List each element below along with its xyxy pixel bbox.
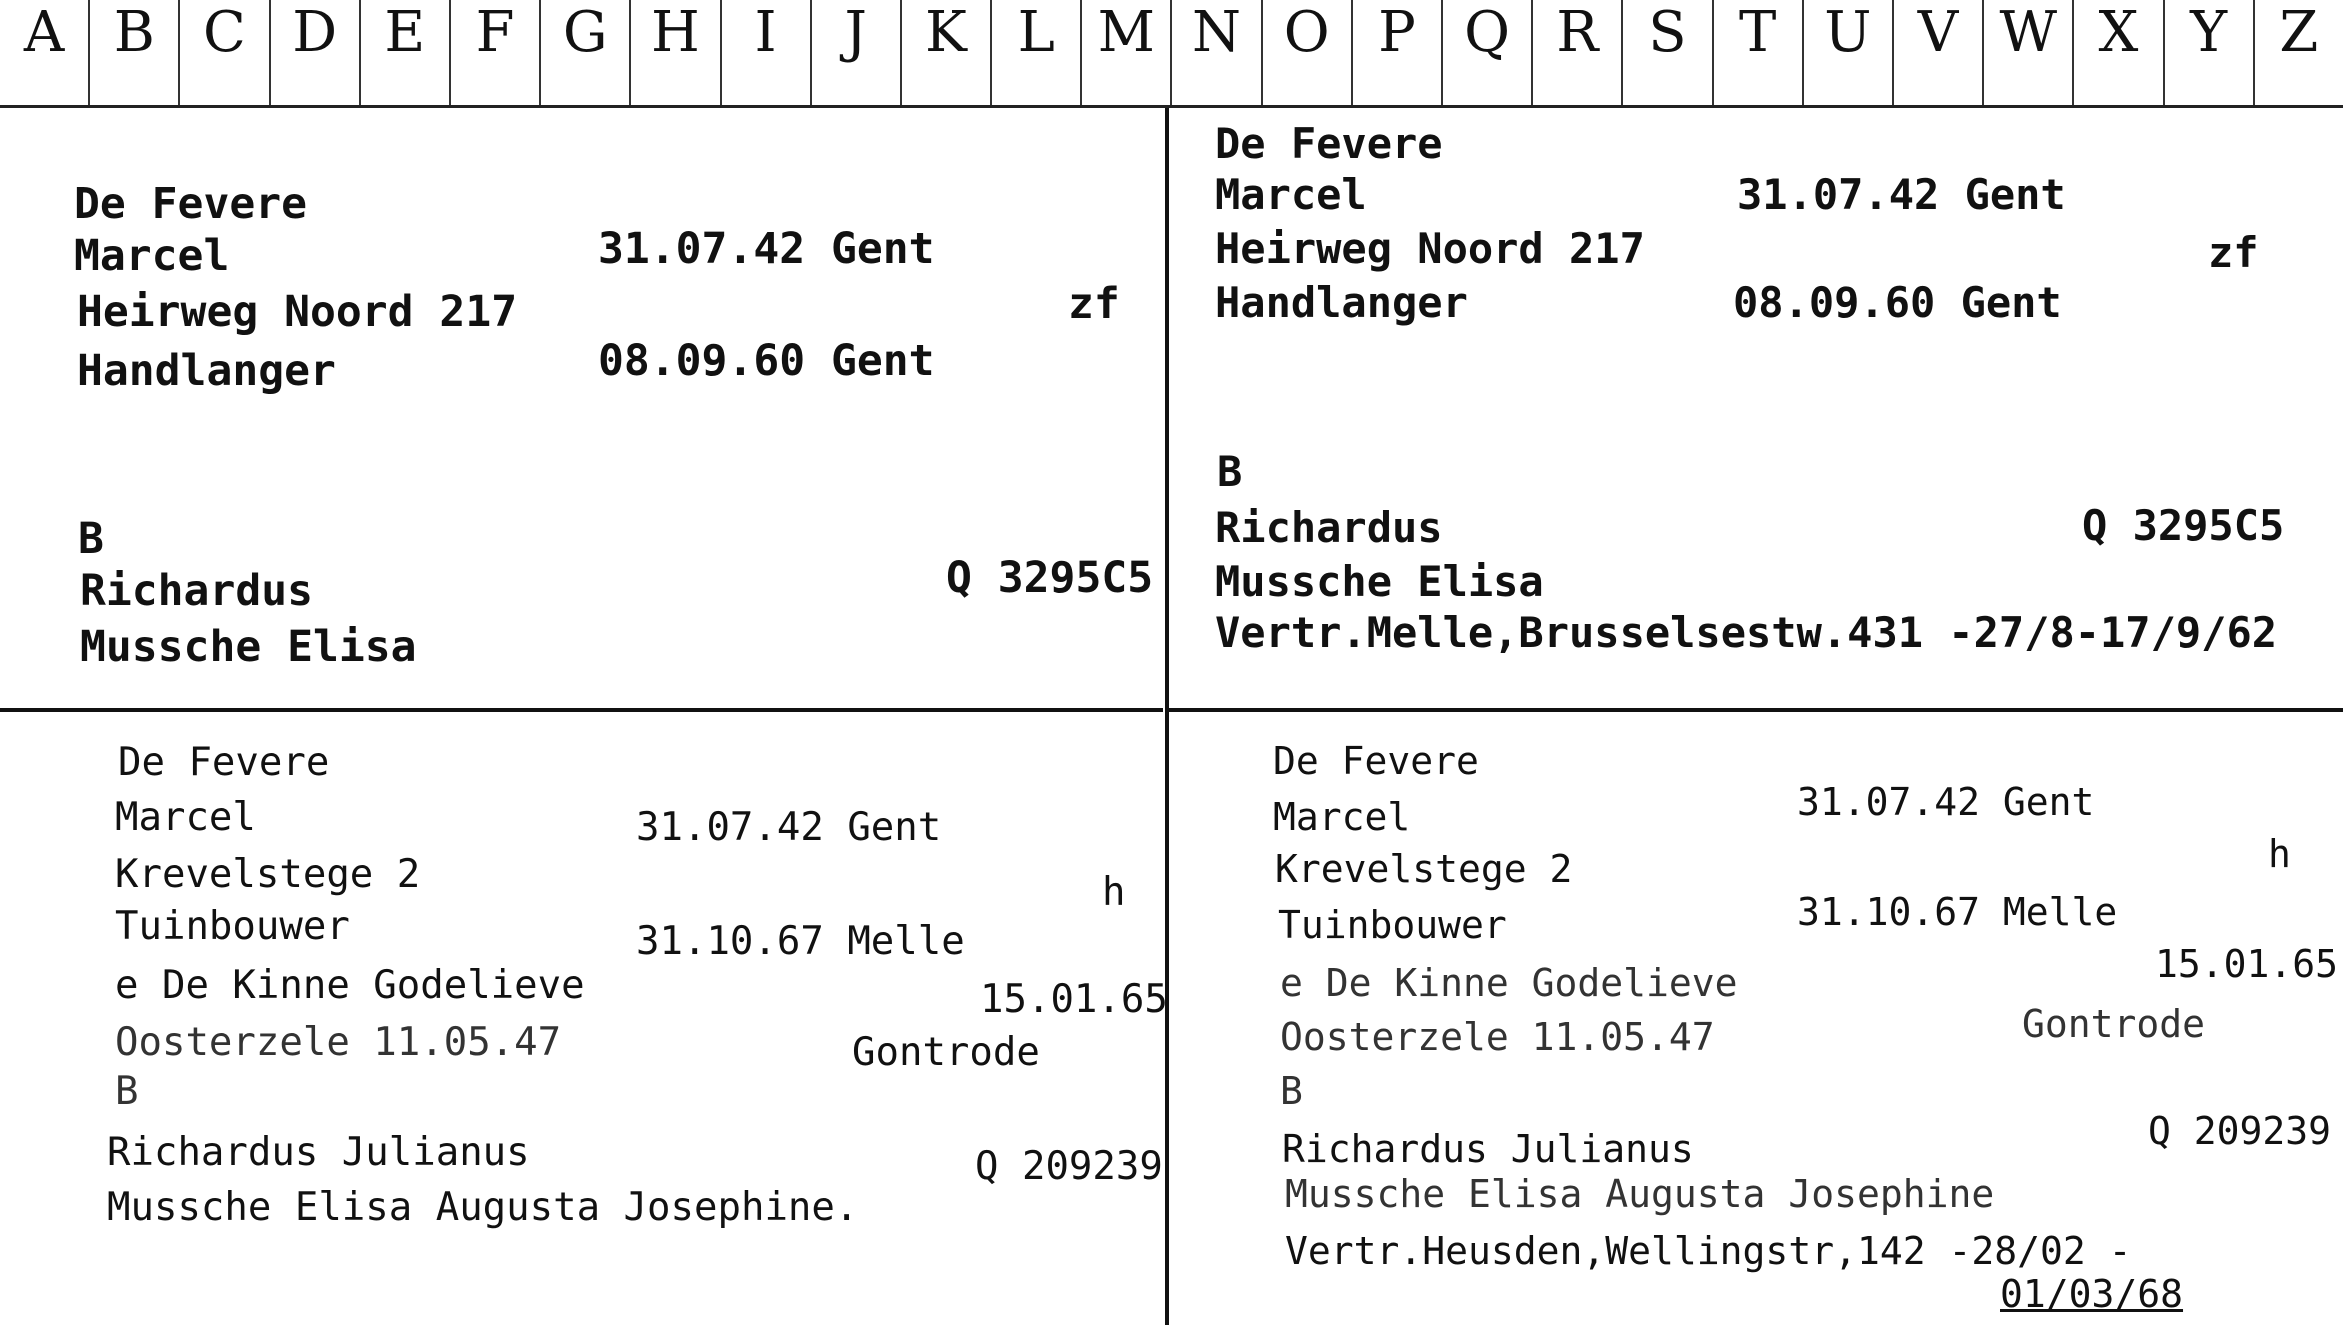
card-code: zf	[1068, 279, 1120, 329]
card-birth: 31.07.42 Gent	[598, 224, 935, 274]
index-letter-e: E	[361, 0, 451, 105]
card-occupation: Tuinbouwer	[1278, 903, 1507, 947]
index-letter-k: K	[902, 0, 992, 105]
horizontal-divider-right	[1169, 708, 2343, 712]
card-surname: De Fevere	[1215, 119, 1443, 168]
index-letter-x: X	[2074, 0, 2164, 105]
card-address: Heirweg Noord 217	[77, 287, 518, 337]
index-letter-a: A	[0, 0, 90, 105]
card-note: Vertr.Heusden,Wellingstr,142 -28/02 -	[1285, 1229, 2132, 1273]
index-letter-f: F	[451, 0, 541, 105]
index-letter-s: S	[1623, 0, 1713, 105]
card-note: Vertr.Melle,Brusselsestw.431 -27/8-17/9/62	[1215, 608, 2278, 657]
index-letter-h: H	[631, 0, 721, 105]
card-reference: Q 3295C5	[946, 553, 1154, 603]
card-date2: 08.09.60 Gent	[1733, 278, 2062, 327]
card-occupation: Handlanger	[77, 346, 336, 396]
index-letter-o: O	[1263, 0, 1353, 105]
vertical-divider	[1165, 108, 1169, 1325]
card-reference: Q 209239	[2148, 1109, 2332, 1153]
index-letter-m: M	[1082, 0, 1172, 105]
card-date2: 08.09.60 Gent	[598, 336, 935, 386]
card-address: Krevelstege 2	[1275, 847, 1573, 891]
card-note-continued: 01/03/68	[2000, 1272, 2184, 1316]
card-father: Richardus Julianus	[1282, 1127, 1694, 1171]
card-surname: De Fevere	[118, 740, 330, 785]
index-letter-z: Z	[2279, 0, 2319, 65]
card-letter: B	[115, 1069, 139, 1114]
index-letter-u: U	[1804, 0, 1894, 105]
index-letter-i: I	[722, 0, 812, 105]
index-letter-c: C	[180, 0, 270, 105]
card-occupation: Handlanger	[1215, 278, 1468, 327]
card-reference: Q 209239	[975, 1144, 1163, 1189]
index-letter-n: N	[1172, 0, 1262, 105]
card-date3: 15.01.65	[2155, 942, 2339, 986]
index-letter-d: D	[271, 0, 361, 105]
card-father: Richardus	[80, 566, 313, 616]
card-date3: 15.01.65	[980, 977, 1168, 1022]
card-birth: 31.07.42 Gent	[1797, 780, 2095, 824]
card-occupation: Tuinbouwer	[115, 904, 350, 949]
card-code: h	[1102, 870, 1126, 915]
index-letter-g: G	[541, 0, 631, 105]
index-letter-q: Q	[1443, 0, 1533, 105]
card-given-name: Marcel	[1273, 795, 1411, 839]
card-given-name: Marcel	[1215, 170, 1367, 219]
index-letter-r: R	[1533, 0, 1623, 105]
index-letter-p: P	[1353, 0, 1443, 105]
card-mother: Mussche Elisa	[80, 622, 417, 672]
card-place: Gontrode	[852, 1030, 1040, 1075]
card-letter: B	[1280, 1069, 1303, 1113]
index-letter-t: T	[1714, 0, 1804, 105]
card-date2: 31.10.67 Melle	[1797, 890, 2118, 934]
card-date2: 31.10.67 Melle	[636, 919, 965, 964]
card-spouse-birth: Oosterzele 11.05.47	[115, 1020, 562, 1065]
card-place: Gontrode	[2022, 1002, 2206, 1046]
index-letter-b: B	[90, 0, 180, 105]
index-letter-j: J	[812, 0, 902, 105]
card-spouse: e De Kinne Godelieve	[1280, 961, 1738, 1005]
card-surname: De Fevere	[74, 179, 307, 229]
index-letter-w: W	[1984, 0, 2074, 105]
card-mother: Mussche Elisa	[1215, 557, 1544, 606]
card-spouse: e De Kinne Godelieve	[115, 963, 585, 1008]
card-father: Richardus	[1215, 503, 1443, 552]
card-surname: De Fevere	[1273, 739, 1479, 783]
card-code: h	[2268, 832, 2291, 876]
card-father: Richardus Julianus	[107, 1130, 530, 1175]
card-letter: B	[78, 514, 104, 564]
horizontal-divider-left	[0, 708, 1163, 712]
card-spouse-birth: Oosterzele 11.05.47	[1280, 1015, 1715, 1059]
card-given-name: Marcel	[115, 795, 256, 840]
alphabet-index	[0, 0, 2343, 108]
card-code: zf	[2208, 228, 2259, 277]
card-mother: Mussche Elisa Augusta Josephine.	[107, 1185, 859, 1230]
card-address: Krevelstege 2	[115, 852, 421, 897]
card-birth: 31.07.42 Gent	[1737, 170, 2066, 219]
card-birth: 31.07.42 Gent	[636, 805, 942, 850]
card-address: Heirweg Noord 217	[1215, 224, 1645, 273]
card-mother: Mussche Elisa Augusta Josephine	[1285, 1172, 1995, 1216]
index-letter-l: L	[992, 0, 1082, 105]
card-given-name: Marcel	[74, 231, 230, 281]
index-letter-y: Y	[2165, 0, 2255, 105]
card-reference: Q 3295C5	[2082, 501, 2285, 550]
index-letter-v: V	[1894, 0, 1984, 105]
card-letter: B	[1217, 447, 1243, 496]
